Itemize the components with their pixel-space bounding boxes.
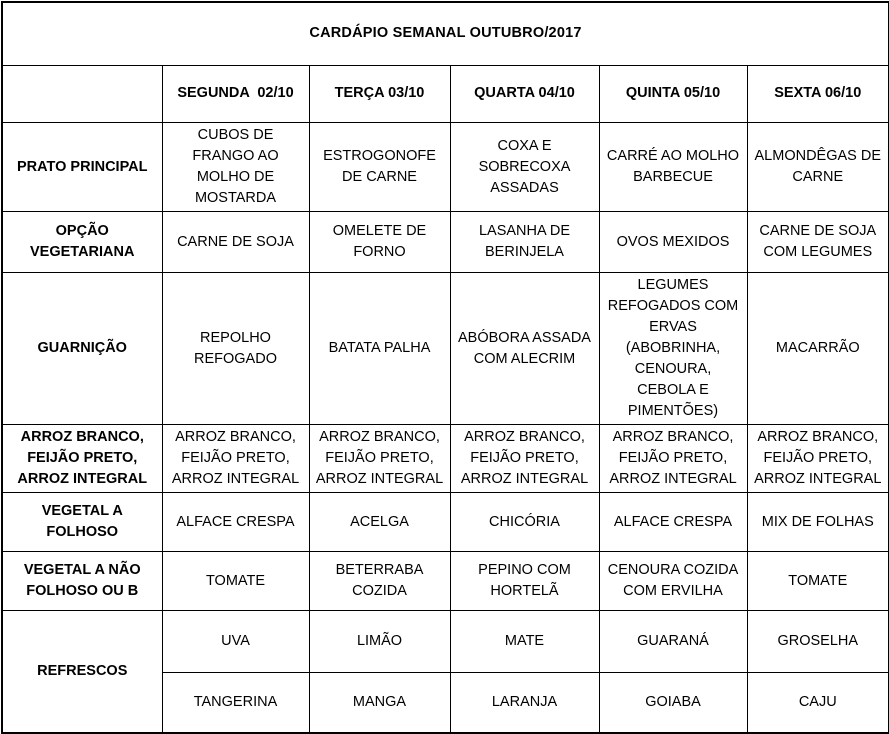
day-header-terca: TERÇA 03/10 [309,66,450,123]
menu-cell: MACARRÃO [747,273,889,425]
menu-cell: ARROZ BRANCO, FEIJÃO PRETO, ARROZ INTEGRAL [747,425,889,493]
menu-cell: ALFACE CRESPA [162,493,309,552]
menu-cell: ACELGA [309,493,450,552]
day-header-sexta: SEXTA 06/10 [747,66,889,123]
row-label: GUARNIÇÃO [2,273,162,425]
row-refrescos-1 [2,611,889,673]
menu-cell: OMELETE DE FORNO [309,212,450,273]
menu-cell: GOIABA [599,673,747,734]
row-label: ARROZ BRANCO, FEIJÃO PRETO, ARROZ INTEGRAL [2,425,162,493]
row-label: OPÇÃO VEGETARIANA [2,212,162,273]
menu-cell: ABÓBORA ASSADA COM ALECRIM [450,273,599,425]
menu-cell: LEGUMES REFOGADOS COM ERVAS (ABOBRINHA, CENOURA, CEBOLA E PIMENTÕES) [599,273,747,425]
row-label-refrescos: REFRESCOS [2,611,162,734]
menu-cell: CARRÉ AO MOLHO BARBECUE [599,123,747,212]
menu-cell: LIMÃO [309,611,450,673]
menu-cell: CHICÓRIA [450,493,599,552]
menu-cell: BETERRABA COZIDA [309,552,450,611]
header-row [2,66,889,123]
menu-cell: COXA E SOBRECOXA ASSADAS [450,123,599,212]
menu-cell: CARNE DE SOJA COM LEGUMES [747,212,889,273]
menu-cell: UVA [162,611,309,673]
corner-cell [2,66,162,123]
menu-cell: CENOURA COZIDA COM ERVILHA [599,552,747,611]
menu-cell: LARANJA [450,673,599,734]
title-row [2,2,889,66]
menu-cell: BATATA PALHA [309,273,450,425]
menu-cell: ARROZ BRANCO, FEIJÃO PRETO, ARROZ INTEGRAL [599,425,747,493]
row-label: VEGETAL A NÃO FOLHOSO OU B [2,552,162,611]
menu-cell: GUARANÁ [599,611,747,673]
menu-cell: TANGERINA [162,673,309,734]
row-prato-principal [2,123,889,212]
day-header-quinta: QUINTA 05/10 [599,66,747,123]
row-guarnicao [2,273,889,425]
menu-cell: MANGA [309,673,450,734]
menu-cell: ALFACE CRESPA [599,493,747,552]
menu-cell: REPOLHO REFOGADO [162,273,309,425]
table-title: CARDÁPIO SEMANAL OUTUBRO/2017 [2,2,889,66]
menu-cell: MIX DE FOLHAS [747,493,889,552]
menu-cell: ARROZ BRANCO, FEIJÃO PRETO, ARROZ INTEGRAL [450,425,599,493]
row-label: PRATO PRINCIPAL [2,123,162,212]
menu-cell: MATE [450,611,599,673]
menu-cell: ALMONDÊGAS DE CARNE [747,123,889,212]
menu-cell: ARROZ BRANCO, FEIJÃO PRETO, ARROZ INTEGRAL [309,425,450,493]
menu-cell: CUBOS DE FRANGO AO MOLHO DE MOSTARDA [162,123,309,212]
row-vegetal-folhoso [2,493,889,552]
menu-cell: PEPINO COM HORTELÃ [450,552,599,611]
menu-cell: ARROZ BRANCO, FEIJÃO PRETO, ARROZ INTEGRAL [162,425,309,493]
menu-cell: CARNE DE SOJA [162,212,309,273]
menu-cell: TOMATE [747,552,889,611]
menu-cell: TOMATE [162,552,309,611]
menu-cell: CAJU [747,673,889,734]
menu-cell: LASANHA DE BERINJELA [450,212,599,273]
row-opcao-vegetariana [2,212,889,273]
weekly-menu-table [1,1,889,734]
day-header-quarta: QUARTA 04/10 [450,66,599,123]
menu-cell: ESTROGONOFE DE CARNE [309,123,450,212]
menu-cell: OVOS MEXIDOS [599,212,747,273]
row-arroz-feijao [2,425,889,493]
day-header-segunda: SEGUNDA 02/10 [162,66,309,123]
menu-cell: GROSELHA [747,611,889,673]
row-label: VEGETAL A FOLHOSO [2,493,162,552]
